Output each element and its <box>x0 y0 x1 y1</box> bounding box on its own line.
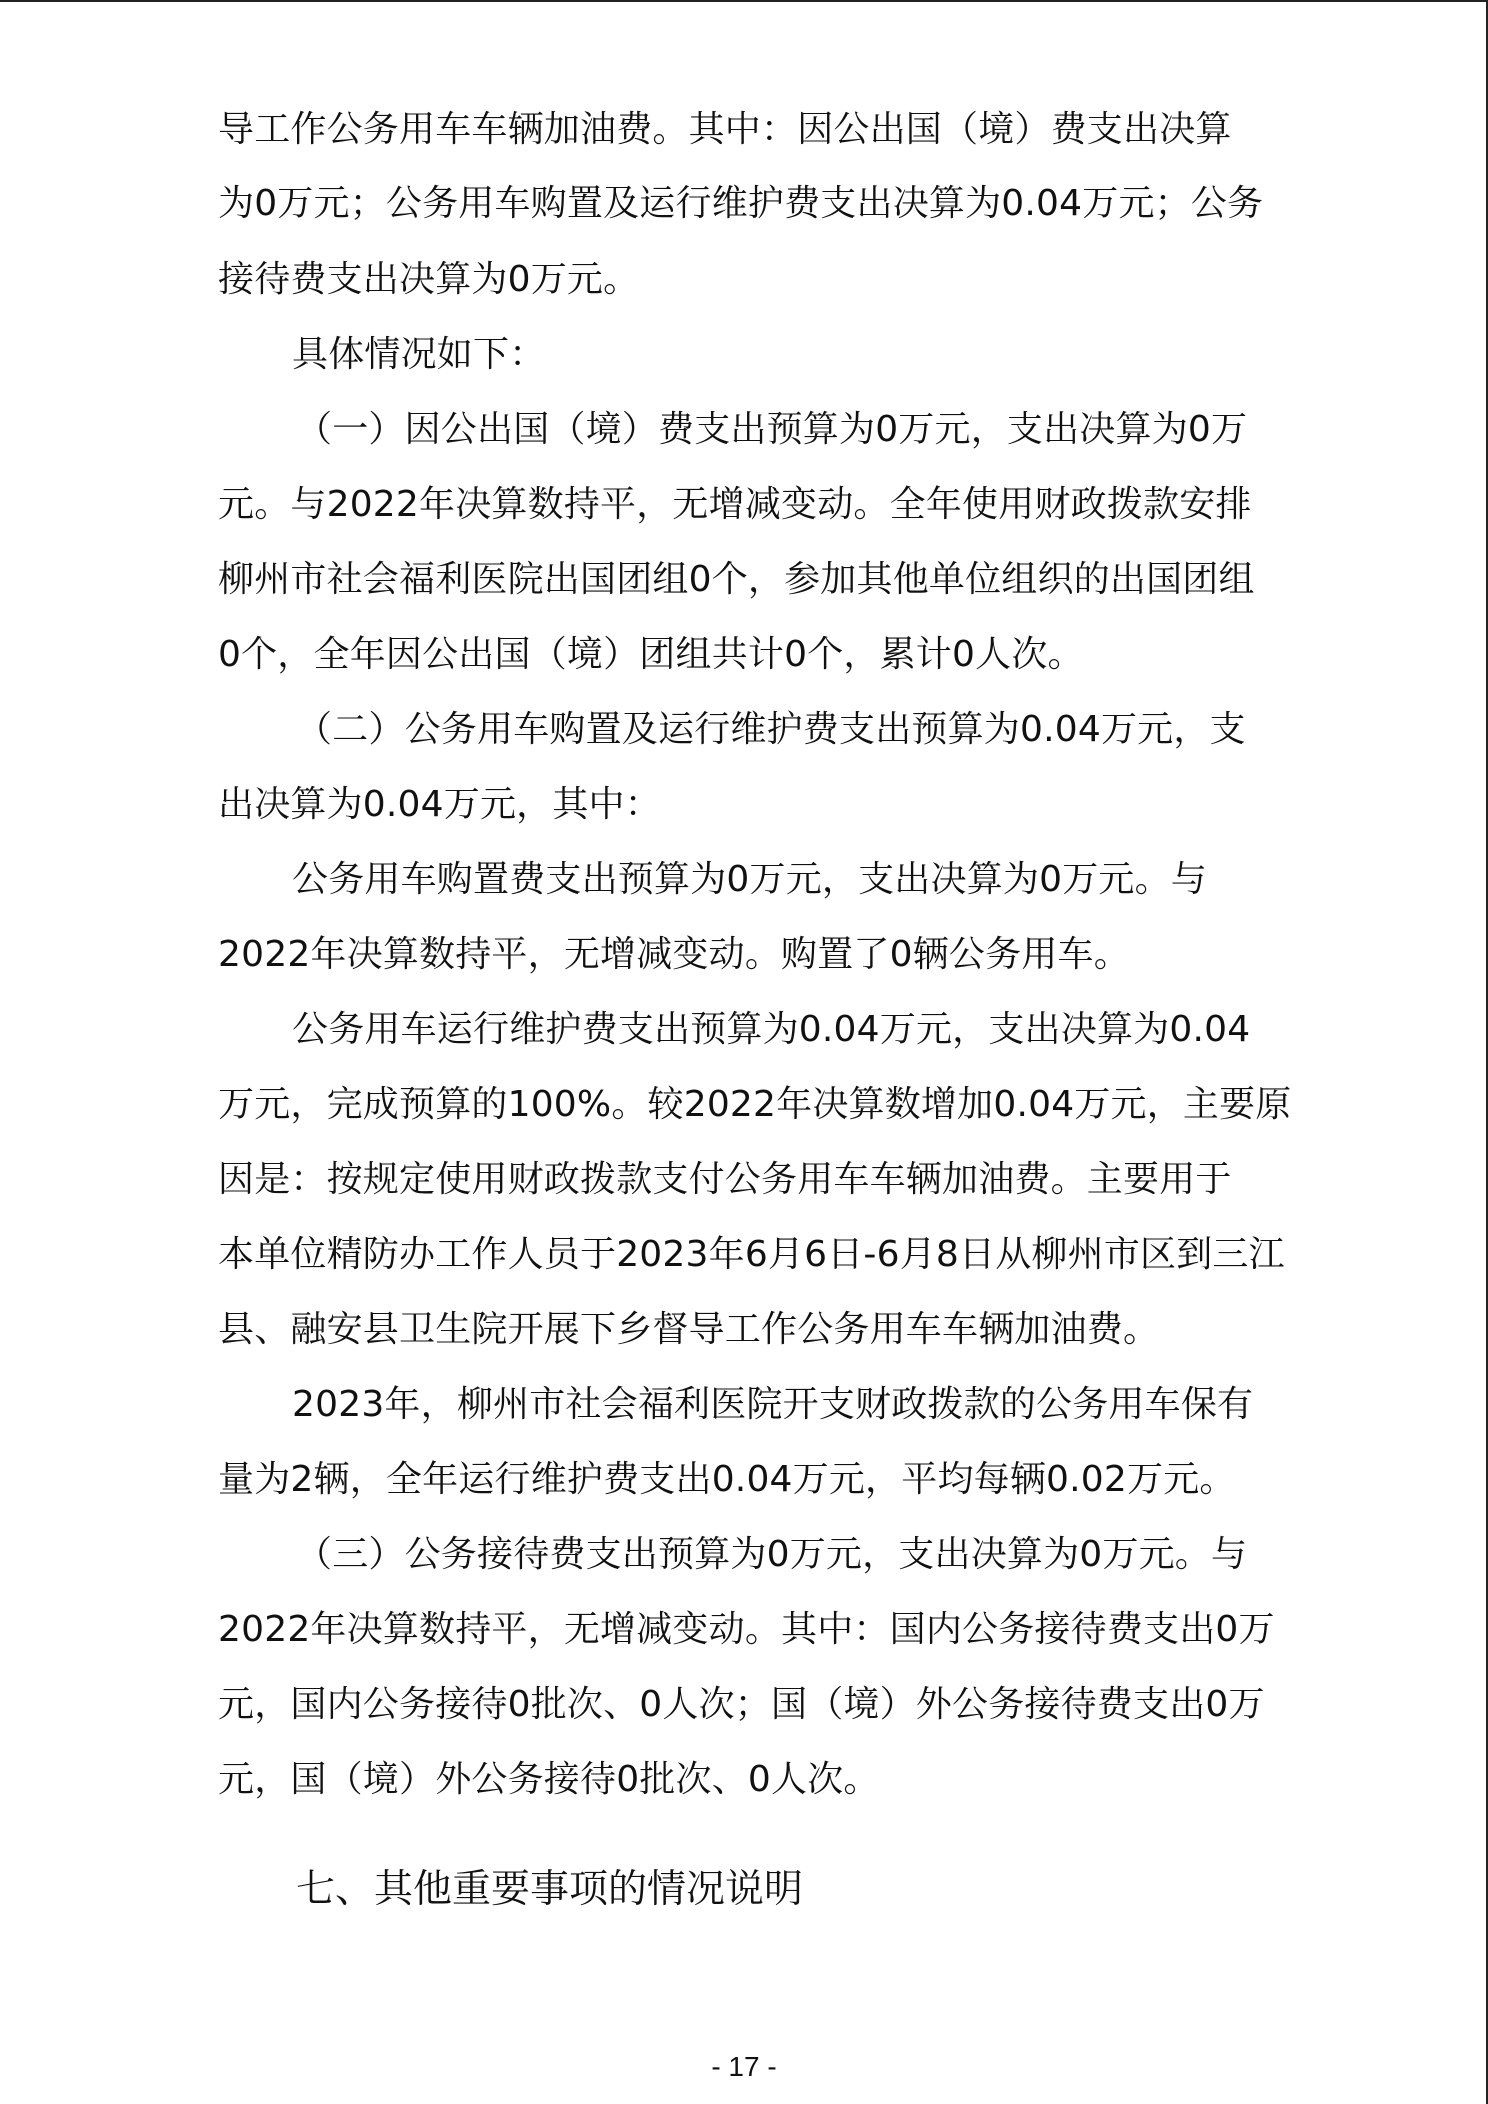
page-number: - 17 - <box>711 2051 777 2082</box>
paragraph-line: 2023年，柳州市社会福利医院开支财政拨款的公务用车保有 <box>292 1384 1254 1425</box>
paragraph-line: 元。与2022年决算数持平，无增减变动。全年使用财政拨款安排 <box>218 484 1252 525</box>
paragraph-line: 因是：按规定使用财政拨款支付公务用车车辆加油费。主要用于 <box>218 1159 1232 1200</box>
paragraph-line: 接待费支出决算为0万元。 <box>218 259 640 300</box>
paragraph-line: 量为2辆，全年运行维护费支出0.04万元，平均每辆0.02万元。 <box>218 1459 1236 1500</box>
paragraph-line: 2022年决算数持平，无增减变动。其中：国内公务接待费支出0万 <box>218 1609 1275 1650</box>
paragraph-line: 万元，完成预算的100%。较2022年决算数增加0.04万元，主要原 <box>218 1084 1292 1125</box>
paragraph-line: 公务用车购置费支出预算为0万元，支出决算为0万元。与 <box>292 859 1208 900</box>
paragraph-line: 元，国（境）外公务接待0批次、0人次。 <box>218 1759 880 1800</box>
paragraph-line: （二）公务用车购置及运行维护费支出预算为0.04万元，支 <box>296 709 1246 750</box>
paragraph-line: 柳州市社会福利医院出国团组0个，参加其他单位组织的出国团组 <box>218 559 1255 600</box>
section-heading: 七、其他重要事项的情况说明 <box>296 1867 804 1912</box>
paragraph-line: （一）因公出国（境）费支出预算为0万元，支出决算为0万 <box>296 409 1248 450</box>
paragraph-line: 导工作公务用车车辆加油费。其中：因公出国（境）费支出决算 <box>218 109 1232 150</box>
paragraph-line: 出决算为0.04万元，其中： <box>218 784 661 825</box>
paragraph-line: 具体情况如下： <box>292 334 546 375</box>
paragraph-line: 县、融安县卫生院开展下乡督导工作公务用车车辆加油费。 <box>218 1309 1160 1350</box>
paragraph-line: （三）公务接待费支出预算为0万元，支出决算为0万元。与 <box>296 1534 1248 1575</box>
paragraph-line: 2022年决算数持平，无增减变动。购置了0辆公务用车。 <box>218 934 1130 975</box>
paragraph-line: 公务用车运行维护费支出预算为0.04万元，支出决算为0.04 <box>292 1009 1251 1050</box>
paragraph-line: 0个，全年因公出国（境）团组共计0个，累计0人次。 <box>218 634 1084 675</box>
paragraph-line: 元，国内公务接待0批次、0人次；国（境）外公务接待费支出0万 <box>218 1684 1265 1725</box>
paragraph-line: 本单位精防办工作人员于2023年6月6日-6月8日从柳州市区到三江 <box>218 1234 1285 1275</box>
paragraph-line: 为0万元；公务用车购置及运行维护费支出决算为0.04万元；公务 <box>218 183 1264 224</box>
